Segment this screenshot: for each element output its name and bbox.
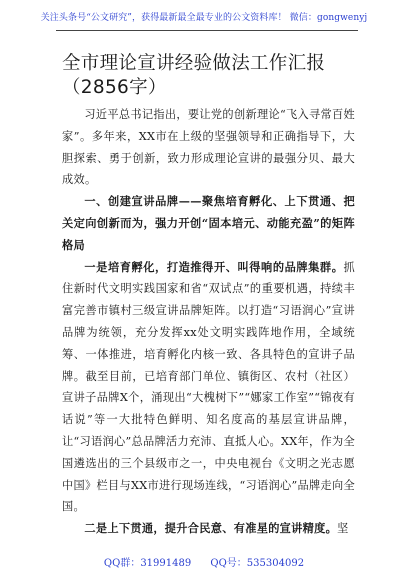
document-body (62, 104, 355, 540)
section-heading-1: 一、创建宣讲品牌——聚焦培育孵化、上下贯通、把关定向创新而为，强力开创“固本培元、动能充盈”的矩阵格局 (62, 194, 355, 252)
paragraph-point-1 (62, 257, 355, 519)
intro-paragraph: 习近平总书记指出，要让党的创新理论“飞入寻常百姓家”。多年来，XX市在上级的坚强领导和正确指导下，大胆探索、勇于创新，致力形成理论宣讲的最强分贝、最大成效。 (62, 108, 355, 187)
footer-qq-number: QQ号：535304092 (210, 558, 305, 569)
paragraph-point-2 (62, 518, 355, 540)
point-1-lead: 一是培育孵化，打造推得开、叫得响的品牌集群。 (84, 259, 344, 274)
footer-qq-group: QQ群：31991489 (103, 558, 192, 569)
header-divider (56, 30, 358, 31)
header-note: 关注头条号“公文研究”，获得最新最全最专业的公文资料库！ 微信：gongwenyj (40, 13, 368, 23)
point-2-lead: 二是上下贯通，提升合民意、有准星的宣讲精度。 (84, 521, 338, 536)
document-title: 全市理论宣讲经验做法工作汇报（2856字） (62, 53, 326, 98)
point-1-text: 抓住新时代文明实践国家和省“双试点”的重要机遇，持续丰富完善市镇村三级宣讲品牌矩阵。以打造“习语润心”宣讲品牌为统领，充分发挥xx处文明实践阵地作用，全域统筹、一体推进，培育孵化内核一致、各具特色的宣讲子品牌。截至目前，已培育部门单位、镇街区、农村（社区）宣讲子品牌X个，涌现出“大槐树下”“娜家工作室”“锦夜有话说”等一大批特色鲜明、知名度高的基层宣讲品牌，让“习语润心”总品牌活力充沛、直抵人心。XX年，作为全国遴选出的三个县级市之一，中央电视台《文明之光志愿中国》栏目与XX市进行现场连线，“习语润心”品牌走向全国。 (62, 260, 355, 514)
point-2-text: 坚 (337, 522, 349, 536)
footer-contact (0, 554, 408, 569)
